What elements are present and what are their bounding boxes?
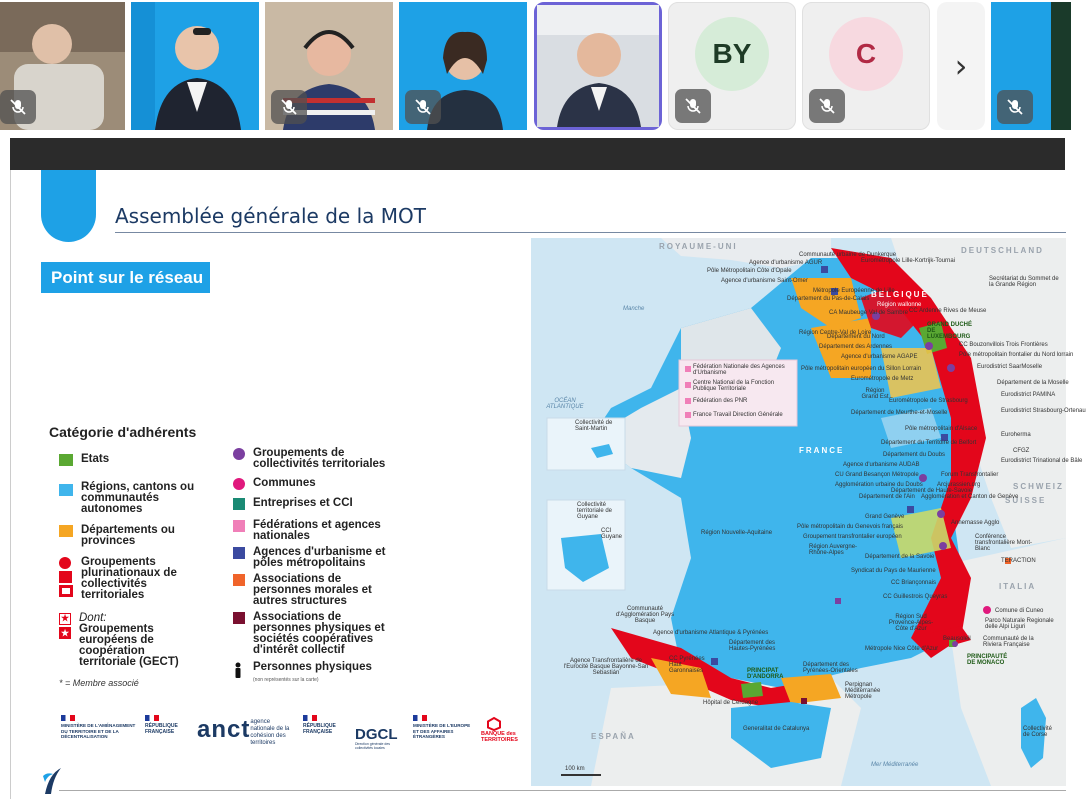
map-label: Département du Doubs <box>883 452 946 458</box>
map-label: Pôle métropolitain européen du Sillon Lorrain <box>801 366 922 372</box>
share-header-bar <box>10 138 1065 170</box>
map-label: CC Ardenne Rives de Meuse <box>909 308 987 314</box>
map-label: Région Centre-Val de Loire <box>799 330 872 336</box>
map-label: Beausoleil <box>943 636 971 642</box>
participant-tile[interactable] <box>802 2 930 130</box>
legend-item-agences: Agences d'urbanisme et pôles métropolitains <box>233 547 393 569</box>
map-label: TERACTION <box>1001 558 1036 564</box>
map-label: Hôpital de Cerdagne <box>703 700 759 706</box>
legend-item-assoc-physiques: Associations de personnes physiques et sociétés coopératives d'intérêt collectif <box>233 612 398 656</box>
map-label: Pôle métropolitain frontalier du Nord lorrain <box>959 352 1074 358</box>
presentation-slide <box>10 170 1086 799</box>
map-label: Eurométropole de Metz <box>851 376 914 382</box>
swatch-groupements <box>59 557 73 597</box>
participant-tile-active[interactable] <box>534 2 662 130</box>
map-label: ESPAÑA <box>591 732 636 741</box>
map-label: Région Auvergne-Rhône-Alpes <box>809 544 858 556</box>
participant-tile[interactable] <box>668 2 796 130</box>
person-icon <box>233 662 245 681</box>
legend-title: Catégorie d'adhérents <box>49 424 197 440</box>
participant-initials: BY <box>695 17 769 91</box>
chevron-right-icon: › <box>954 47 968 85</box>
swatch-groupements-coll <box>233 448 245 460</box>
map-label: PRINCIPAT D'ANDORRA <box>747 668 784 680</box>
legend-item-persons: Personnes physiques (non représentés sur la carte) <box>233 662 398 686</box>
map-label: Arcjurassien.org <box>937 482 981 488</box>
title-divider <box>115 232 1066 233</box>
swatch-assoc-physiques <box>233 612 245 624</box>
map-label: CA Maubeuge Val de Sambre <box>829 310 908 316</box>
map-label: Agence d'urbanisme Atlantique & Pyrénées <box>653 630 769 636</box>
legend-item-federations: Fédérations et agences nationales <box>233 520 383 542</box>
legend-item-communes: Communes <box>233 478 316 490</box>
participant-initials: C <box>829 17 903 91</box>
map-label: Agence d'urbanisme AGAPE <box>841 354 918 360</box>
swatch-etats <box>59 454 73 466</box>
legend-item-gect: ★ ★ Dont: Groupements européens de coopération territoriale (GECT) <box>60 612 179 668</box>
map-label: Département de Haute-Savoie <box>891 488 973 494</box>
map-label: Conférence transfrontalière Mont-Blanc <box>975 534 1033 552</box>
map-label: Fédération des PNR <box>693 398 748 404</box>
map-label: Département des Ardennes <box>819 344 893 350</box>
map-label: Agence d'urbanisme AGUR <box>749 260 823 266</box>
slide-tab-decoration <box>41 170 96 242</box>
map-label: Forum Transfrontalier <box>941 472 999 478</box>
shared-screen <box>0 134 1086 799</box>
map-label: Eurodistrict Trinational de Bâle <box>1001 458 1083 464</box>
map-label: Pôle métropolitain du Genevois français <box>797 524 904 530</box>
membership-map <box>531 238 1086 786</box>
map-label: Comune di Cuneo <box>995 608 1044 614</box>
map-label: CCI Guyane <box>601 528 623 540</box>
map-label: Eurodistrict PAMINA <box>1001 392 1056 398</box>
map-label: Département du Pas-de-Calais <box>787 296 870 302</box>
swatch-entreprises <box>233 498 245 510</box>
mic-off-icon <box>809 89 845 123</box>
swatch-communes <box>233 478 245 490</box>
legend-item-assoc-morales: Associations de personnes morales et autres structures <box>233 574 373 607</box>
map-label: Métropole Européenne de Lille <box>813 288 895 294</box>
logo-anct: anct agence nationale de la cohésion des territoires <box>197 716 290 746</box>
map-label: Département de la Moselle <box>997 380 1069 386</box>
mic-off-icon <box>997 90 1033 124</box>
map-label: CC Pyrénées Haut Garonnaises <box>669 656 705 674</box>
map-label: CFGZ <box>1013 448 1030 454</box>
map-label: CC Briançonnais <box>891 580 937 586</box>
map-label: Euroherma <box>1001 432 1031 438</box>
logo-ministere-territoire: MINISTÈRE DE L'AMÉNAGEMENT DU TERRITOIRE ET DE LA DÉCENTRALISATION <box>61 715 137 740</box>
map-label: Agglomération et Canton de Genève <box>921 494 1019 500</box>
legend-item-departements: Départements ou provinces <box>59 525 199 547</box>
map-label: ITALIA <box>999 582 1037 591</box>
map-label: DEUTSCHLAND <box>961 246 1044 255</box>
map-label: Agence d'urbanisme AUDAB <box>843 462 920 468</box>
map-label: Eurodistrict SaarMoselle <box>977 364 1043 370</box>
participant-tile[interactable] <box>991 2 1071 130</box>
map-label: 100 km <box>565 766 585 772</box>
map-label: Communauté de la Riviera Française <box>983 636 1034 648</box>
map-label: CU Grand Besançon Métropole <box>835 472 919 478</box>
map-label: Pôle Métropolitain Côte d'Opale <box>707 268 792 274</box>
map-label: Département des Pyrénées-Orientales <box>803 662 858 674</box>
participant-tile[interactable] <box>399 2 527 130</box>
map-label: Agglomération urbaine du Doubs <box>835 482 923 488</box>
map-label: ROYAUME-UNI <box>659 242 738 251</box>
map-label: Département du Nord <box>827 334 885 340</box>
map-label: Région Nouvelle-Aquitaine <box>701 530 773 536</box>
map-label: Eurométropole Lille-Kortrijk-Tournai <box>861 258 956 264</box>
map-label: Annemasse Agglo <box>951 520 1000 526</box>
map-label: Agence d'urbanisme Saint-Omer <box>721 278 808 284</box>
map-label: France Travail Direction Générale <box>693 412 783 418</box>
map-label: Région Grand Est <box>861 388 889 400</box>
logo-republique-2: RÉPUBLIQUE FRANÇAISE <box>303 715 351 735</box>
map-label: Collectivité territoriale de Guyane <box>577 502 613 520</box>
legend-item-groupements-coll: Groupements de collectivités territoriales <box>233 448 408 470</box>
map-label: Mer Méditerranée <box>871 762 919 768</box>
swatch-gect: ★ ★ <box>60 613 70 638</box>
logo-republique: RÉPUBLIQUE FRANÇAISE <box>145 715 193 735</box>
map-label: Secrétariat du Sommet de la Grande Région <box>989 276 1059 288</box>
next-participants-button[interactable] <box>937 2 985 130</box>
map-label: GRAND DUCHÉ DE LUXEMBOURG <box>927 322 972 340</box>
participant-video <box>537 5 659 127</box>
map-label: Manche <box>623 306 645 312</box>
map-label: SCHWEIZ <box>1013 482 1064 491</box>
map-label: CC Bouzonvillois Trois Frontières <box>959 342 1048 348</box>
map-label: Generalitat de Catalunya <box>743 726 810 732</box>
map-label: SUISSE <box>1005 496 1047 505</box>
mic-off-icon <box>405 90 441 124</box>
participant-strip <box>0 0 1065 134</box>
slide-title: Assemblée générale de la MOT <box>115 204 426 228</box>
swatch-regions <box>59 484 73 496</box>
map-label: Département de Meurthe-et-Moselle <box>851 410 948 416</box>
associate-note: * = Membre associé <box>59 678 139 688</box>
map-label: Pôle métropolitain d'Alsace <box>905 426 978 432</box>
map-label: Syndicat du Pays de Maurienne <box>851 568 936 574</box>
map-label: Région Sud Provence-Alpes-Côte d'Azur <box>888 614 934 632</box>
map-label: PRINCIPAUTÉ DE MONACO <box>967 654 1008 666</box>
map-label: Département du Territoire de Belfort <box>881 440 977 446</box>
swatch-federations <box>233 520 245 532</box>
map-label: OCÉAN ATLANTIQUE <box>546 398 584 410</box>
swatch-departements <box>59 525 73 537</box>
mic-off-icon <box>675 89 711 123</box>
map-label: Eurodistrict Strasbourg-Ortenau <box>1001 408 1086 414</box>
legend-item-etats: Etats <box>59 454 109 466</box>
map-label: Parco Naturale Regionale delle Alpi Liguri <box>985 618 1054 630</box>
logo-dgcl: DGCL Direction générale des collectivités locales <box>355 726 398 750</box>
legend-item-regions: Régions, cantons ou communautés autonomes <box>59 482 209 515</box>
partner-logos <box>57 715 517 765</box>
mot-logo-mark <box>41 766 63 796</box>
map-label: Grand Genève <box>865 514 905 520</box>
map-label: CC Guillestrois Queyras <box>883 594 948 600</box>
map-label: Département de l'Ain <box>859 494 915 500</box>
map-label: Fédération Nationale des Agences d'Urbanisme <box>693 364 785 376</box>
section-badge: Point sur le réseau <box>41 262 210 293</box>
participant-video <box>131 2 259 130</box>
map-label: FRANCE <box>799 446 845 455</box>
map-label: Communauté d'Agglomération Pays Basque <box>615 606 675 624</box>
mic-off-icon <box>0 90 36 124</box>
mic-off-icon <box>271 90 307 124</box>
map-label: Département des Hautes-Pyrénées <box>729 640 776 652</box>
logo-ministere-europe: MINISTÈRE DE L'EUROPE ET DES AFFAIRES ÉTRANGÈRES <box>413 715 475 740</box>
participant-tile[interactable] <box>265 2 393 130</box>
map-label: Groupement transfrontalier européen <box>803 534 902 540</box>
map-label: Eurométropole de Strasbourg <box>889 398 968 404</box>
participant-tile[interactable] <box>131 2 259 130</box>
map-label: Région wallonne <box>877 302 922 308</box>
map-label: Communauté urbaine de Dunkerque <box>799 252 897 258</box>
map-label: Centre National de la Fonction Publique Territoriale <box>693 380 775 392</box>
logo-banque-territoires: BANQUE des TERRITOIRES <box>481 717 519 743</box>
map-label: Perpignan Méditerranée Métropole <box>845 682 881 700</box>
swatch-agences <box>233 547 245 559</box>
participant-tile[interactable] <box>0 2 125 130</box>
map-label: Collectivité de Saint-Martin <box>575 420 613 432</box>
map-label: Département de la Savoie <box>865 554 935 560</box>
swatch-assoc-morales <box>233 574 245 586</box>
map-label: BELGIQUE <box>871 290 929 299</box>
footer-rule <box>59 790 1066 791</box>
map-label: Collectivité de Corse <box>1023 726 1053 738</box>
legend-item-entreprises: Entreprises et CCI <box>233 498 353 510</box>
map-label: Agence Transfrontalière de l'Eurocité Basque Bayonne-San Sebastián <box>563 658 649 676</box>
map-label: Métropole Nice Côte d'Azur <box>865 646 939 652</box>
legend-item-groupements: Groupements plurinationaux de collectivités territoriales <box>59 557 199 601</box>
